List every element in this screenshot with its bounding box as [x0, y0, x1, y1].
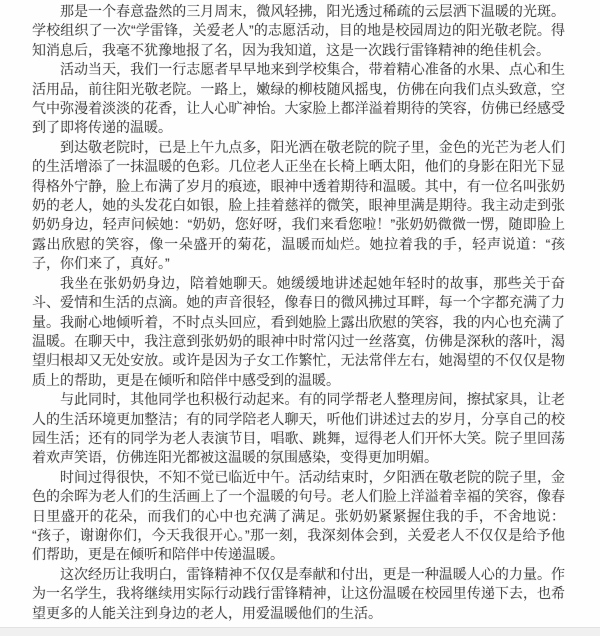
essay-paragraph: 与此同时，其他同学也积极行动起来。有的同学帮老人整理房间，擦拭家具，让老人的生活环境更加整洁；有的同学陪老人聊天，听他们讲述过去的岁月，分享自己的校园生活；还有的同学为老人表演节目，唱歌、跳舞，逗得老人们开怀大笑。院子里回荡着欢声笑语，仿佛连阳光都被这温暖的氛围感染，变得更加明媚。	[32, 391, 565, 466]
essay-paragraph: 我坐在张奶奶身边，陪着她聊天。她缓缓地讲述起她年轻时的故事，那些关于奋斗、爱情和生活的点滴。她的声音很轻，像春日的微风拂过耳畔，每一个字都充满了力量。我耐心地倾听着，不时点头回应，看到她脸上露出欣慰的笑容，我的内心也充满了温暖。在聊天中，我注意到张奶奶的眼神中时常闪过一丝落寞，仿佛是深秋的落叶，渴望归根却又无处安放。或许是因为子女工作繁忙，无法常伴左右，她渴望的不仅仅是物质上的帮助，更是在倾听和陪伴中感受到的温暖。	[32, 274, 565, 388]
essay-paragraph: 到达敬老院时，已是上午九点多，阳光洒在敬老院的院子里，金色的光芒为老人们的生活增添了一抹温暖的色彩。几位老人正坐在长椅上晒太阳，他们的身影在阳光下显得格外宁静，脸上布满了岁月的痕迹，眼神中透着期待和温暖。其中，有一位名叫张奶奶的老人，她的头发花白如银，脸上挂着慈祥的微笑，眼神里满是期待。我主动走到张奶奶身边，轻声问候她：“奶奶，您好呀，我们来看您啦！”张奶奶微微一愣，随即脸上露出欣慰的笑容，像一朵盛开的菊花，温暖而灿烂。她拉着我的手，轻声说道：“孩子，你们来了，真好。”	[32, 138, 565, 272]
essay-paragraph: 活动当天，我们一行志愿者早早地来到学校集合，带着精心准备的水果、点心和生活用品，前往阳光敬老院。一路上，嫩绿的柳枝随风摇曳，仿佛在向我们点头致意，空气中弥漫着淡淡的花香，让人心旷神怡。大家脸上都洋溢着期待的笑容，仿佛已经感受到了即将传递的温暖。	[32, 61, 565, 136]
window-bottom-bar	[0, 627, 600, 636]
essay-paragraph: 时间过得很快，不知不觉已临近中午。活动结束时，夕阳洒在敬老院的院子里，金色的余晖为老人们的生活画上了一个温暖的句号。老人们脸上洋溢着幸福的笑容，像春日里盛开的花朵，而我们的心中也充满了满足。张奶奶紧紧握住我的手，不舍地说：“孩子，谢谢你们，今天我很开心。”那一刻，我深刻体会到，关爱老人不仅仅是给予他们帮助，更是在倾听和陪伴中传递温暖。	[32, 468, 565, 563]
essay-text-body	[32, 2, 565, 623]
essay-paragraph: 这次经历让我明白，雷锋精神不仅仅是奉献和付出，更是一种温暖人心的力量。作为一名学生，我将继续用实际行动践行雷锋精神，让这份温暖在校园里传递下去，也希望更多的人能关注到身边的老人，用爱温暖他们的生活。	[32, 565, 565, 621]
essay-paragraph: 那是一个春意盎然的三月周末，微风轻拂，阳光透过稀疏的云层洒下温暖的光斑。学校组织了一次“学雷锋，关爱老人”的志愿活动，目的地是校园周边的阳光敬老院。得知消息后，我毫不犹豫地报了名，因为我知道，这是一次践行雷锋精神的绝佳机会。	[32, 3, 565, 58]
